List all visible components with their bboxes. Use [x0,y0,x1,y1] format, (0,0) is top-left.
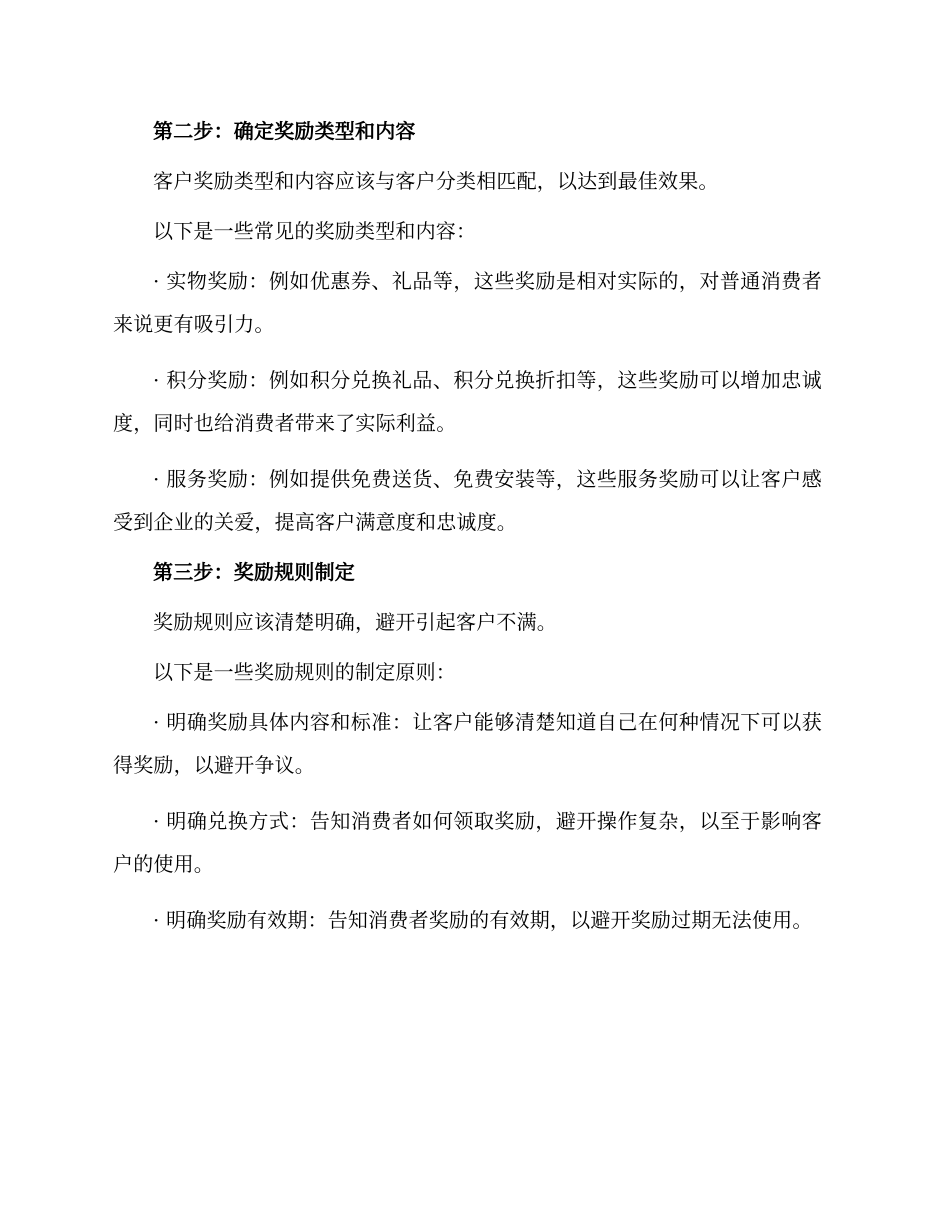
bullet-clear-validity: · 明确奖励有效期：告知消费者奖励的有效期，以避开奖励过期无法使用。 [153,908,813,932]
paragraph-rules-intro: 奖励规则应该清楚明确，避开引起客户不满。 [153,610,557,634]
paragraph-common-types: 以下是一些常见的奖励类型和内容： [153,219,477,243]
bullet-service-reward: · 服务奖励：例如提供免费送货、免费安装等，这些服务奖励可以让客户感受到企业的关爱，提高客户满意度和忠诚度。 [113,467,822,534]
bullet-points-reward: · 积分奖励：例如积分兑换礼品、积分兑换折扣等，这些奖励可以增加忠诚度，同时也给消费者带来了实际利益。 [113,368,822,435]
section-heading-step-three: 第三步：奖励规则制定 [153,560,355,584]
bullet-clear-redemption: · 明确兑换方式：告知消费者如何领取奖励，避开操作复杂，以至于影响客户的使用。 [113,809,822,876]
paragraph-rules-principles: 以下是一些奖励规则的制定原则： [153,660,456,684]
paragraph-reward-type-intro: 客户奖励类型和内容应该与客户分类相匹配，以达到最佳效果。 [153,169,719,193]
bullet-clear-content: · 明确奖励具体内容和标准：让客户能够清楚知道自己在何种情况下可以获得奖励，以避开争议。 [113,710,822,777]
bullet-physical-reward: · 实物奖励：例如优惠券、礼品等，这些奖励是相对实际的，对普通消费者来说更有吸引力。 [113,269,822,336]
section-heading-step-two: 第二步：确定奖励类型和内容 [153,119,416,143]
